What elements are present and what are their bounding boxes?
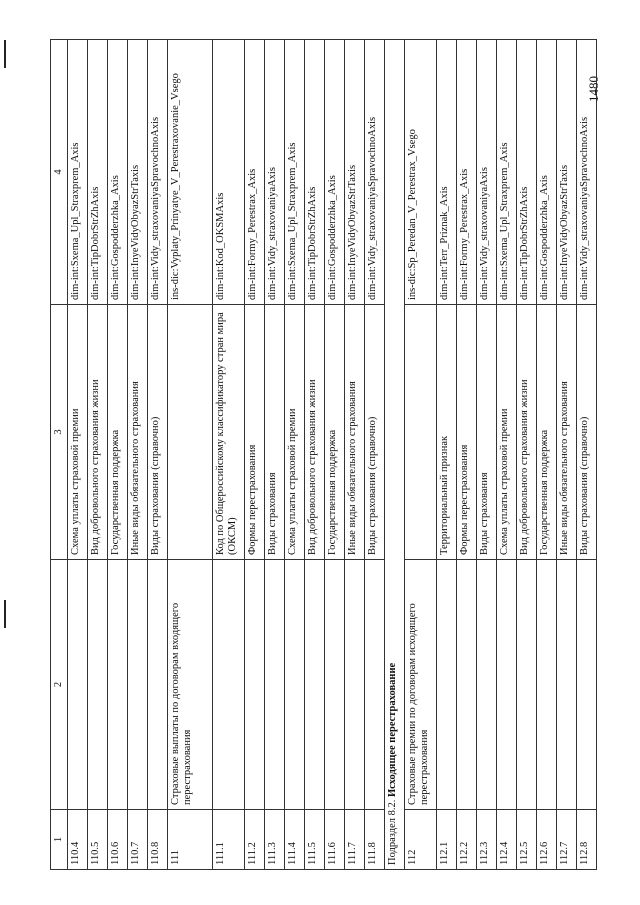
row-label: Виды страхования	[477, 305, 497, 560]
table-row	[265, 40, 285, 870]
section-body	[385, 40, 405, 870]
row-code: 111.4	[285, 810, 305, 870]
row-dimension: dim-int:Formy_Perestrax_Axis	[457, 40, 477, 305]
row-code: 111.1	[213, 810, 245, 870]
row-name	[577, 560, 597, 810]
row-code: 112.1	[437, 810, 457, 870]
column-number: 4	[51, 40, 68, 305]
row-code: 111.7	[345, 810, 365, 870]
row-name	[497, 560, 517, 810]
section-row	[385, 40, 405, 870]
row-code: 112.6	[537, 810, 557, 870]
row-name	[437, 560, 457, 810]
table-row	[477, 40, 497, 870]
row-label: Виды страхования	[265, 305, 285, 560]
row-label: Виды страхования (справочно)	[365, 305, 385, 560]
table-row	[497, 40, 517, 870]
row-dimension: dim-int:Gospodderzhka_Axis	[108, 40, 128, 305]
row-label: Код по Общероссийскому классификатору стран мира (ОКСМ)	[213, 305, 245, 560]
column-number: 3	[51, 305, 68, 560]
row-dimension: dim-int:Vidy_straxovaniyaAxis	[265, 40, 285, 305]
row-code: 111.3	[265, 810, 285, 870]
row-name: Страховые премии по договорам исходящего перестрахования	[405, 560, 437, 810]
row-dimension: ins-dic:Sp_Peredan_V_Perestrax_Vsego	[405, 40, 437, 305]
table-row	[128, 40, 148, 870]
row-dimension: dim-int:InyeVidyObyazStrTaxis	[128, 40, 148, 305]
row-name	[213, 560, 245, 810]
row-code: 112.5	[517, 810, 537, 870]
table-row	[325, 40, 345, 870]
scan-edge-mark	[4, 40, 6, 68]
row-name	[245, 560, 265, 810]
row-dimension: dim-int:InyeVidyObyazStrTaxis	[557, 40, 577, 305]
table-row	[517, 40, 537, 870]
row-label: Иные виды обязательного страхования	[557, 305, 577, 560]
row-name	[68, 560, 88, 810]
row-name	[88, 560, 108, 810]
table-row	[457, 40, 477, 870]
row-code: 111.2	[245, 810, 265, 870]
row-dimension: dim-int:Vidy_straxovaniyaSpravochnoAxis	[577, 40, 597, 305]
row-code: 112.7	[557, 810, 577, 870]
row-code: 112.2	[457, 810, 477, 870]
row-label: Государственная поддержка	[108, 305, 128, 560]
row-label: Иные виды обязательного страхования	[345, 305, 365, 560]
row-dimension: dim-int:Sxema_Upl_Straxprem_Axis	[497, 40, 517, 305]
row-name	[365, 560, 385, 810]
row-label: Вид добровольного страхования жизни	[517, 305, 537, 560]
row-name: Страховые выплаты по договорам входящего перестрахования	[168, 560, 213, 810]
row-name	[108, 560, 128, 810]
table-row	[108, 40, 128, 870]
section-heading	[385, 40, 405, 870]
table-row	[437, 40, 457, 870]
row-label	[405, 305, 437, 560]
row-name	[265, 560, 285, 810]
row-dimension: dim-int:Gospodderzhka_Axis	[537, 40, 557, 305]
row-label: Государственная поддержка	[537, 305, 557, 560]
row-label: Вид добровольного страхования жизни	[305, 305, 325, 560]
row-code: 111.5	[305, 810, 325, 870]
dimension-table	[50, 39, 597, 870]
column-number-row	[51, 40, 68, 870]
row-code: 110.4	[68, 810, 88, 870]
row-name	[325, 560, 345, 810]
table-body	[68, 40, 385, 870]
row-dimension: dim-int:Terr_Priznak_Axis	[437, 40, 457, 305]
section-title: Исходящее перестрахование	[387, 662, 398, 798]
row-code: 112.8	[577, 810, 597, 870]
table-row	[148, 40, 168, 870]
row-code: 111.6	[325, 810, 345, 870]
row-code: 110.6	[108, 810, 128, 870]
row-name	[457, 560, 477, 810]
row-name	[537, 560, 557, 810]
page-number: 1480	[586, 76, 601, 102]
row-code: 110.8	[148, 810, 168, 870]
table-row	[285, 40, 305, 870]
table-row	[88, 40, 108, 870]
row-dimension: dim-int:Vidy_straxovaniyaSpravochnoAxis	[148, 40, 168, 305]
row-name	[285, 560, 305, 810]
row-code: 112.4	[497, 810, 517, 870]
row-dimension: dim-int:Sxema_Upl_Straxprem_Axis	[285, 40, 305, 305]
row-label: Схема уплаты страховой премии	[285, 305, 305, 560]
row-name	[128, 560, 148, 810]
row-dimension: dim-int:TipDobrStrZhAxis	[305, 40, 325, 305]
section-prefix: Подраздел 8.2.	[387, 799, 398, 865]
table-body	[405, 40, 597, 870]
row-dimension: dim-int:TipDobrStrZhAxis	[88, 40, 108, 305]
row-code: 110.7	[128, 810, 148, 870]
row-label: Схема уплаты страховой премии	[68, 305, 88, 560]
row-dimension: dim-int:TipDobrStrZhAxis	[517, 40, 537, 305]
table-row	[245, 40, 265, 870]
row-label: Формы перестрахования	[457, 305, 477, 560]
row-dimension: dim-int:Vidy_straxovaniyaAxis	[477, 40, 497, 305]
row-code: 111	[168, 810, 213, 870]
column-number: 1	[51, 810, 68, 870]
row-code: 111.8	[365, 810, 385, 870]
row-name	[477, 560, 497, 810]
row-dimension: dim-int:Gospodderzhka_Axis	[325, 40, 345, 305]
row-dimension: dim-int:InyeVidyObyazStrTaxis	[345, 40, 365, 305]
row-label: Виды страхования (справочно)	[148, 305, 168, 560]
table-row	[305, 40, 325, 870]
column-number: 2	[51, 560, 68, 810]
row-label: Вид добровольного страхования жизни	[88, 305, 108, 560]
table-row	[365, 40, 385, 870]
table-row	[405, 40, 437, 870]
row-dimension: ins-dic:Vyplaty_Prinyatye_V_Perestraxovanie_Vsego	[168, 40, 213, 305]
row-code: 112.3	[477, 810, 497, 870]
rotated-table	[50, 40, 590, 870]
row-label: Государственная поддержка	[325, 305, 345, 560]
table-row	[213, 40, 245, 870]
row-dimension: dim-int:Formy_Perestrax_Axis	[245, 40, 265, 305]
row-code: 112	[405, 810, 437, 870]
row-name	[557, 560, 577, 810]
table-row	[345, 40, 365, 870]
row-code: 110.5	[88, 810, 108, 870]
row-label: Территориальный признак	[437, 305, 457, 560]
row-name	[517, 560, 537, 810]
row-label: Иные виды обязательного страхования	[128, 305, 148, 560]
row-label: Схема уплаты страховой премии	[497, 305, 517, 560]
table-row	[537, 40, 557, 870]
rotated-table-frame	[50, 40, 590, 870]
scan-edge-mark	[4, 600, 6, 628]
row-dimension: dim-int:Kod_OKSMAxis	[213, 40, 245, 305]
table-row	[68, 40, 88, 870]
row-label: Формы перестрахования	[245, 305, 265, 560]
row-label: Виды страхования (справочно)	[577, 305, 597, 560]
row-name	[148, 560, 168, 810]
row-dimension: dim-int:Vidy_straxovaniyaSpravochnoAxis	[365, 40, 385, 305]
row-name	[305, 560, 325, 810]
table-row	[168, 40, 213, 870]
table-row	[557, 40, 577, 870]
row-dimension: dim-int:Sxema_Upl_Straxprem_Axis	[68, 40, 88, 305]
row-name	[345, 560, 365, 810]
row-label	[168, 305, 213, 560]
table-row	[577, 40, 597, 870]
